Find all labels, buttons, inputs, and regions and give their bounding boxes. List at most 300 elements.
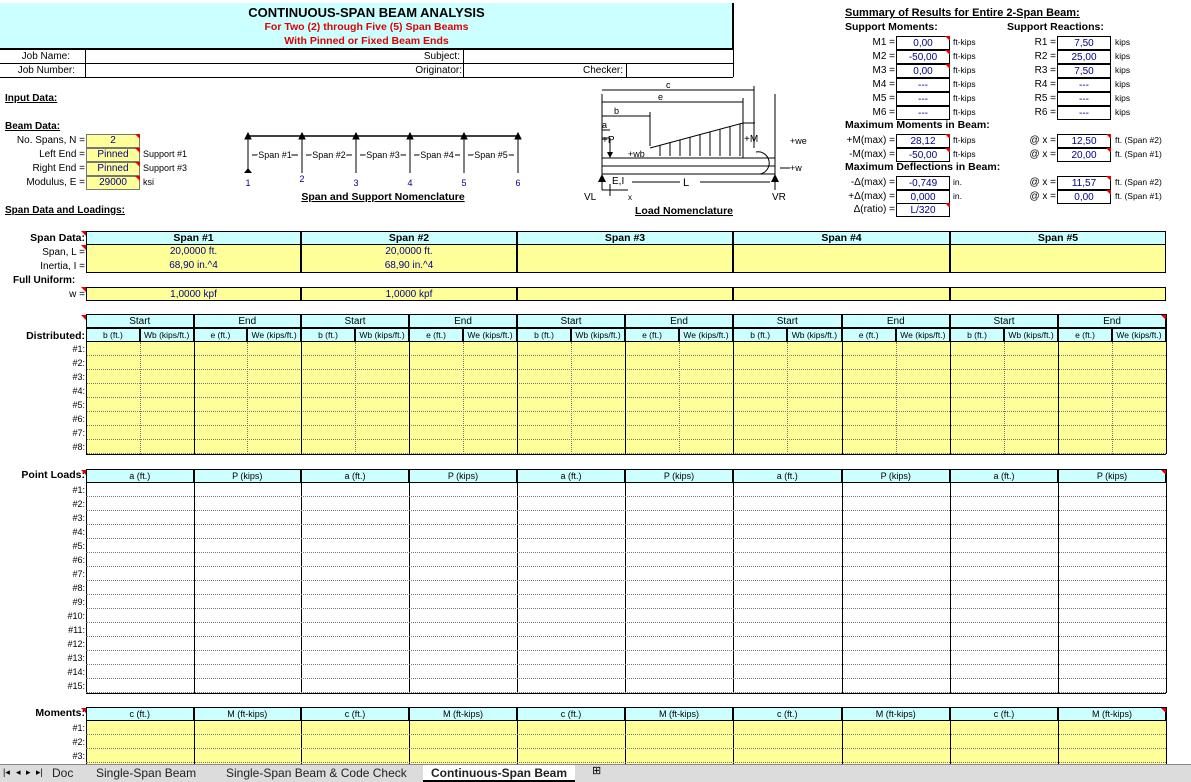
load-w: +w (790, 163, 802, 173)
moment-value: --- (896, 92, 950, 106)
point-col-a: a (ft.) (950, 469, 1058, 483)
summary-title: Summary of Results for Entire 2-Span Beam: (845, 7, 1080, 19)
sheet-tab-bar (0, 764, 1191, 782)
support-label-6: 6 (515, 178, 521, 188)
support-moments-header: Support Moments: (845, 21, 938, 33)
load-m: +M (744, 134, 759, 145)
span-w-1[interactable]: 1,0000 kpf (86, 287, 301, 301)
comment-marker (81, 315, 86, 320)
tab-first-icon[interactable]: |◂ (3, 767, 10, 777)
col-border (733, 314, 734, 454)
dist-row-label: #2: (72, 358, 85, 368)
col-gridline (355, 342, 356, 454)
insert-sheet-icon[interactable]: ⊞ (592, 765, 602, 777)
row-gridline (86, 748, 1166, 749)
moment-input-area[interactable] (86, 721, 1166, 764)
dist-row-label: #3: (72, 372, 85, 382)
reaction-label: R5 = (1034, 93, 1056, 104)
row-gridline (86, 594, 1166, 595)
col-border (517, 469, 518, 693)
span-nomenclature-caption: Span and Support Nomenclature (301, 191, 465, 203)
row-gridline (86, 580, 1166, 581)
load-we: +we (790, 136, 807, 146)
support-label-5: 5 (461, 178, 467, 188)
comment-marker (81, 245, 86, 250)
max_defs-unit: in. (953, 191, 962, 201)
support-label-2: 2 (299, 174, 305, 184)
spans-input[interactable]: 2 (86, 134, 140, 148)
comment-marker (81, 287, 86, 292)
dist-col-header: Wb (kips/ft.) (1004, 328, 1058, 342)
col-gridline (896, 342, 897, 454)
dist-row-label: #7: (72, 428, 85, 438)
dist-col-header: e (ft.) (1058, 328, 1112, 342)
col-gridline (140, 342, 141, 454)
row-gridline (86, 552, 1166, 553)
comment-marker (81, 470, 86, 475)
span-loadings-header: Span Data and Loadings: (5, 205, 126, 216)
support-reactions-header: Support Reactions: (1007, 21, 1104, 33)
point-col-a: a (ft.) (733, 469, 842, 483)
moment-unit: ft-kips (953, 79, 976, 89)
col-gridline (463, 342, 464, 454)
col-border (301, 314, 302, 454)
span-inertia-2[interactable]: 68,90 in.^4 (301, 259, 517, 273)
col-border (301, 707, 302, 764)
max_moments-at: @ x = (1029, 149, 1056, 160)
point-loads-label: Point Loads: (21, 469, 85, 481)
moment-row-label: #2: (72, 737, 85, 747)
point-row-label: #15: (67, 681, 85, 691)
comment-marker (1106, 176, 1111, 181)
dim-b: b (614, 106, 620, 116)
row-gridline (86, 608, 1166, 609)
max_moments-at: @ x = (1029, 135, 1056, 146)
modulus-label: Modulus, E = (26, 177, 85, 188)
row-gridline (86, 650, 1166, 651)
left-end-label: Left End = (39, 149, 85, 160)
col-border (301, 469, 302, 693)
load-nomenclature-diagram (580, 78, 815, 218)
span-label-5: Span #5 (474, 150, 508, 160)
left-end-input[interactable]: Pinned (86, 148, 140, 162)
tab-single-span-beam[interactable]: Single-Span Beam (96, 766, 197, 780)
dist-end-header: End (1058, 314, 1166, 328)
moment-col-m: M (ft-kips) (625, 707, 733, 721)
row-gridline (86, 734, 1166, 735)
max_moments-value: 28,12 (896, 134, 950, 148)
span-w-5[interactable] (950, 287, 1166, 301)
max_moments-label: -M(max) = (849, 149, 895, 160)
row-gridline (86, 664, 1166, 665)
moment-col-m: M (ft-kips) (409, 707, 517, 721)
dist-start-header: Start (517, 314, 625, 328)
point-col-p: P (kips) (842, 469, 951, 483)
comment-marker (81, 708, 86, 713)
moment-unit: ft-kips (953, 93, 976, 103)
spans-label: No. Spans, N = (16, 135, 85, 146)
comment-marker (1161, 315, 1166, 320)
span-nomenclature-diagram (240, 128, 530, 204)
point-col-p: P (kips) (625, 469, 733, 483)
moment-col-m: M (ft-kips) (1058, 707, 1166, 721)
moment-col-m: M (ft-kips) (842, 707, 951, 721)
dist-start-header: Start (301, 314, 409, 328)
tab-next-icon[interactable]: ▸ (26, 767, 31, 777)
moment-label: M4 = (872, 79, 895, 90)
span-label-3: Span #3 (366, 150, 400, 160)
col-border (86, 707, 87, 764)
full-uniform-label: Full Uniform: (13, 275, 76, 286)
span-inertia-3[interactable] (517, 259, 733, 273)
max_defs-label: +Δ(max) = (848, 191, 895, 202)
col-border (842, 469, 843, 693)
dist-start-header: Start (950, 314, 1058, 328)
tab-last-icon[interactable]: ▸| (36, 767, 43, 777)
dim-a: a (602, 120, 608, 130)
reaction-value: 25,00 (1057, 50, 1111, 64)
point-row-label: #3: (72, 513, 85, 523)
dist-row-label: #1: (72, 344, 85, 354)
dist-col-header: b (ft.) (301, 328, 355, 342)
dist-col-header: b (ft.) (950, 328, 1004, 342)
point-row-label: #14: (67, 667, 85, 677)
span-label-1: Span #1 (258, 150, 292, 160)
max_defs-at: @ x = (1029, 191, 1056, 202)
row-gridline (86, 622, 1166, 623)
load-p: +P (602, 135, 615, 146)
moment-label: M1 = (872, 37, 895, 48)
dist-row-label: #5: (72, 400, 85, 410)
max-deflections-header: Maximum Deflections in Beam: (845, 161, 1001, 173)
load-wb: +wb (628, 149, 645, 159)
col-border (517, 707, 518, 764)
point-row-label: #11: (68, 625, 85, 635)
moment-label: M6 = (872, 107, 895, 118)
span-data-label: Span Data: (30, 232, 85, 244)
point-row-label: #6: (72, 555, 85, 565)
support-label-1: 1 (245, 178, 251, 188)
distributed-label: Distributed: (26, 330, 85, 342)
point-row-label: #5: (72, 541, 85, 551)
col-border (86, 314, 87, 454)
comment-marker (1106, 190, 1111, 195)
max_moments-unit: ft-kips (953, 149, 976, 159)
modulus-input[interactable]: 29000 (86, 176, 140, 190)
table-bottom (86, 454, 1166, 455)
span-inertia-1[interactable]: 68,90 in.^4 (86, 259, 301, 273)
max_moments-unit: ft-kips (953, 135, 976, 145)
point-col-p: P (kips) (194, 469, 302, 483)
moment-col-c: c (ft.) (950, 707, 1058, 721)
moment-value: 0,00 (896, 36, 950, 50)
moment-unit: ft-kips (953, 65, 976, 75)
reaction-unit: kips (1115, 93, 1131, 103)
row-gridline (86, 636, 1166, 637)
moment-value: --- (896, 78, 950, 92)
max_defs-at: @ x = (1029, 177, 1056, 188)
ratio-label: Δ(ratio) = (853, 204, 895, 215)
dist-col-header: Wb (kips/ft.) (355, 328, 409, 342)
tab-continuous-span-beam[interactable]: Continuous-Span Beam (423, 765, 575, 782)
col-gridline (1112, 342, 1113, 454)
span-length-2[interactable]: 20,0000 ft. (301, 245, 517, 259)
reaction-value: 7,50 (1057, 64, 1111, 78)
span-length-3[interactable] (517, 245, 733, 259)
point-row-label: #8: (72, 583, 85, 593)
col-gridline (571, 342, 572, 454)
dist-col-header: e (ft.) (625, 328, 679, 342)
input-data-header: Input Data: (5, 93, 58, 104)
dim-c: c (666, 80, 671, 90)
comment-marker (1161, 470, 1166, 475)
point-row-label: #1: (72, 485, 85, 495)
dist-end-header: End (409, 314, 517, 328)
tab-single-span-code-check[interactable]: Single-Span Beam & Code Check (226, 766, 407, 780)
point-col-p: P (kips) (409, 469, 517, 483)
comment-marker (945, 203, 950, 208)
span-length-1[interactable]: 20,0000 ft. (86, 245, 301, 259)
moment-value: 0,00 (896, 64, 950, 78)
reaction-label: R3 = (1034, 65, 1056, 76)
reaction-value: --- (1057, 106, 1111, 120)
tab-doc[interactable]: Doc (52, 766, 74, 780)
span-length-5[interactable] (950, 245, 1166, 259)
reaction-unit: kips (1115, 65, 1131, 75)
col-border (733, 469, 734, 693)
max_moments-x: 12,50 (1057, 134, 1111, 148)
job-name-field[interactable] (86, 50, 462, 62)
col-gridline (679, 342, 680, 454)
row-gridline (86, 524, 1166, 525)
moment-col-c: c (ft.) (733, 707, 842, 721)
moment-unit: ft-kips (953, 51, 976, 61)
span-label-4: Span #4 (420, 150, 454, 160)
moment-row-label: #1: (72, 723, 85, 733)
point-col-p: P (kips) (1058, 469, 1166, 483)
reaction-unit: kips (1115, 79, 1131, 89)
dist-col-header: e (ft.) (194, 328, 248, 342)
originator-label: Originator: (415, 65, 462, 76)
col-gridline (787, 342, 788, 454)
col-border (1058, 469, 1059, 693)
tab-prev-icon[interactable]: ◂ (16, 767, 21, 777)
dist-row-label: #8: (72, 442, 85, 452)
comment-marker (1161, 708, 1166, 713)
span-inertia-4[interactable] (733, 259, 950, 273)
moment-label: M3 = (872, 65, 895, 76)
dist-col-header: b (ft.) (517, 328, 571, 342)
dist-col-header: e (ft.) (842, 328, 896, 342)
max_defs-unit: in. (953, 177, 962, 187)
col-border (733, 707, 734, 764)
moment-value: --- (896, 106, 950, 120)
point-row-label: #7: (72, 569, 85, 579)
dist-end-header: End (625, 314, 733, 328)
dist-col-header: We (kips/ft.) (463, 328, 517, 342)
left-support-note: Support #1 (143, 149, 188, 159)
span-label-2: Span #2 (312, 150, 346, 160)
dist-col-header: e (ft.) (409, 328, 463, 342)
point-row-label: #9: (72, 597, 85, 607)
checker-label: Checker: (582, 65, 623, 76)
point-row-label: #13: (67, 653, 85, 663)
comment-marker (945, 50, 950, 55)
subject-field[interactable] (464, 50, 732, 62)
dist-col-header: Wb (kips/ft.) (787, 328, 841, 342)
dist-start-header: Start (86, 314, 194, 328)
sheet-subtitle-1: For Two (2) through Five (5) Span Beams (264, 21, 469, 33)
moment-label: M2 = (872, 51, 895, 62)
col-border (409, 314, 410, 454)
comment-marker (81, 231, 86, 236)
row-gridline (86, 762, 1166, 763)
comment-marker (945, 134, 950, 139)
col-border (1166, 314, 1167, 454)
col-border (625, 469, 626, 693)
reaction-label: R1 = (1034, 37, 1056, 48)
dist-end-header: End (842, 314, 951, 328)
right-end-label: Right End = (32, 163, 85, 174)
max_moments-label: +M(max) = (846, 135, 895, 146)
moment-col-c: c (ft.) (517, 707, 625, 721)
dist-row-label: #4: (72, 386, 85, 396)
point-row-label: #2: (72, 499, 85, 509)
reaction-value: --- (1057, 92, 1111, 106)
moment-label: M5 = (872, 93, 895, 104)
reaction-label: R2 = (1034, 51, 1056, 62)
moment-value: -50,00 (896, 50, 950, 64)
row-gridline (86, 678, 1166, 679)
support-label-3: 3 (353, 178, 359, 188)
span-w-4[interactable] (733, 287, 950, 301)
beam-data-header: Beam Data: (5, 121, 61, 132)
sheet-subtitle-2: With Pinned or Fixed Beam Ends (284, 35, 449, 47)
dist-end-header: End (194, 314, 302, 328)
col-border (517, 314, 518, 454)
col-border (194, 469, 195, 693)
dist-col-header: We (kips/ft.) (679, 328, 733, 342)
max_moments-x: 20,00 (1057, 148, 1111, 162)
max_defs-value: 0,000 (896, 190, 950, 204)
comment-marker (945, 36, 950, 41)
max-moments-header: Maximum Moments in Beam: (845, 119, 990, 131)
col-gridline (247, 342, 248, 454)
dist-col-header: We (kips/ft.) (896, 328, 950, 342)
col-border (625, 707, 626, 764)
modulus-unit: ksi (143, 177, 154, 187)
job-name-label: Job Name: (21, 51, 70, 62)
moment-col-c: c (ft.) (301, 707, 409, 721)
col-border (1166, 469, 1167, 693)
col-border (1058, 707, 1059, 764)
right-end-input[interactable]: Pinned (86, 162, 140, 176)
table-bottom (86, 693, 1166, 694)
nomenclature-span-labels (245, 150, 520, 188)
col-border (950, 707, 951, 764)
col-border (194, 707, 195, 764)
col-border (625, 314, 626, 454)
point-row-label: #10: (67, 611, 85, 621)
point-row-label: #12: (67, 639, 85, 649)
row-gridline (86, 510, 1166, 511)
col-border (194, 314, 195, 454)
moment-unit: ft-kips (953, 107, 976, 117)
max_defs-value: -0,749 (896, 176, 950, 190)
moment-col-c: c (ft.) (86, 707, 194, 721)
dim-e: e (658, 92, 664, 102)
subject-label: Subject: (423, 51, 460, 62)
span-header-2: Span #2 (301, 231, 517, 245)
dist-col-header: We (kips/ft.) (247, 328, 301, 342)
comment-marker (1106, 134, 1111, 139)
comment-marker (945, 148, 950, 153)
max_defs-x: 11,57 (1057, 176, 1111, 190)
dist-col-header: We (kips/ft.) (1112, 328, 1166, 342)
moments-label: Moments: (35, 707, 85, 719)
point-col-a: a (ft.) (517, 469, 625, 483)
row-gridline (86, 538, 1166, 539)
col-border (409, 707, 410, 764)
span-length-4[interactable] (733, 245, 950, 259)
col-border (842, 314, 843, 454)
max_defs-xunit: ft. (Span #1) (1115, 191, 1162, 201)
label-vl: VL (584, 192, 597, 203)
comment-marker (1106, 148, 1111, 153)
max_moments-xunit: ft. (Span #1) (1115, 149, 1162, 159)
moment-col-m: M (ft-kips) (194, 707, 302, 721)
comment-marker (945, 64, 950, 69)
max_moments-value: -50,00 (896, 148, 950, 162)
point-row-label: #4: (72, 527, 85, 537)
span-w-2[interactable]: 1,0000 kpf (301, 287, 517, 301)
reaction-label: R6 = (1034, 107, 1056, 118)
reaction-value: 7,50 (1057, 36, 1111, 50)
col-border (1166, 707, 1167, 764)
dist-col-header: b (ft.) (733, 328, 787, 342)
label-vr: VR (772, 192, 786, 203)
ratio-value: L/320 (896, 203, 950, 217)
row-gridline (86, 496, 1166, 497)
point-col-a: a (ft.) (301, 469, 409, 483)
dist-col-header: b (ft.) (86, 328, 140, 342)
reaction-unit: kips (1115, 51, 1131, 61)
label-ei: E,I (612, 176, 625, 187)
support-label-4: 4 (407, 178, 413, 188)
span-inertia-5[interactable] (950, 259, 1166, 273)
col-border (1058, 314, 1059, 454)
span-w-3[interactable] (517, 287, 733, 301)
col-border (950, 314, 951, 454)
span-length-label: Span, L = (42, 247, 85, 258)
max_defs-label: -Δ(max) = (850, 177, 895, 188)
point-col-a: a (ft.) (86, 469, 194, 483)
span-header-1: Span #1 (86, 231, 301, 245)
point-input-area[interactable] (86, 483, 1166, 693)
w-label: w = (69, 289, 85, 300)
col-gridline (1004, 342, 1005, 454)
col-border (409, 469, 410, 693)
load-nomenclature-caption: Load Nomenclature (635, 205, 734, 217)
col-border (950, 469, 951, 693)
dist-row-label: #6: (72, 414, 85, 424)
span-header-5: Span #5 (950, 231, 1166, 245)
job-number-label: Job Number: (17, 65, 75, 76)
reaction-value: --- (1057, 78, 1111, 92)
col-border (842, 707, 843, 764)
span-header-3: Span #3 (517, 231, 733, 245)
label-x: x (628, 193, 632, 202)
